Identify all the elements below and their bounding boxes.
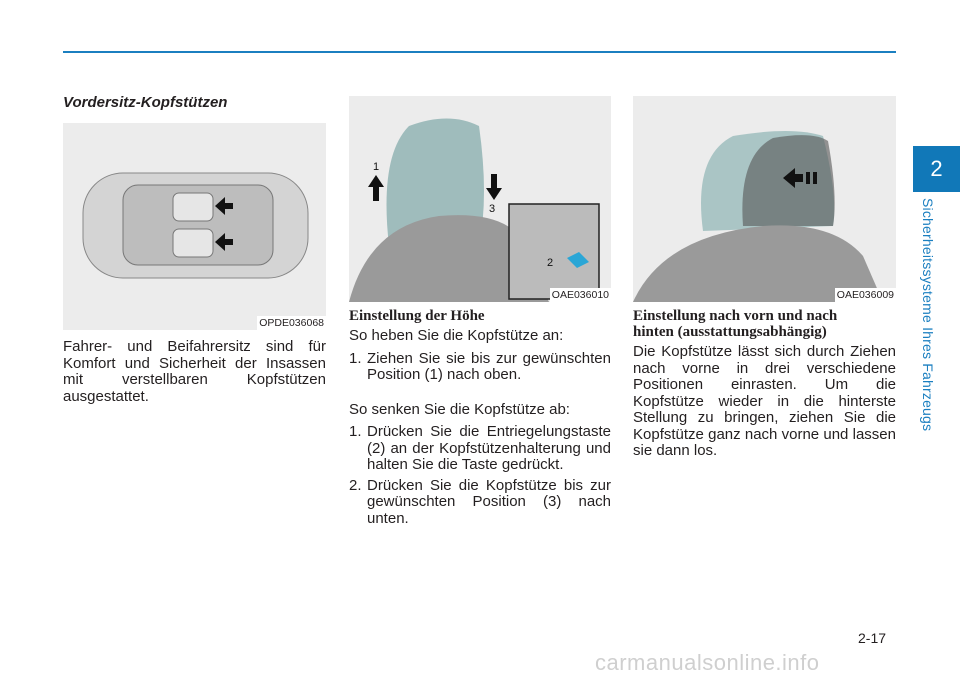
list-item	[349, 424, 611, 474]
headrest-tilt-icon	[633, 96, 896, 302]
heading-height: Einstellung der Höhe	[349, 308, 485, 324]
middle-column	[349, 308, 611, 531]
headrest-height-icon	[349, 96, 611, 302]
step-text: Drücken Sie die Kopfstütze bis zur gewünschten Position (3) nach unten.	[367, 476, 611, 527]
car-topview-illustration	[63, 123, 326, 330]
image-code: OPDE036068	[259, 317, 324, 329]
chapter-title: Sicherheitssysteme Ihres Fahrzeugs	[920, 198, 936, 432]
step-number: 1.	[349, 349, 362, 367]
heading-line: Einstellung nach vorn und nach	[633, 308, 838, 324]
intro-text: Fahrer- und Beifahrersitz sind für Komfort und Sicherheit der Insassen mit verstellbaren Kopfstützen ausgestattet.	[63, 338, 326, 405]
watermark: carmanualsonline.info	[595, 650, 820, 675]
step-text: Ziehen Sie sie bis zur gewünschten Position (1) nach oben.	[367, 349, 611, 383]
section-title: Vordersitz-Kopfstützen	[63, 94, 228, 111]
height-adjust-illustration	[349, 96, 611, 302]
callout-2: 2	[547, 257, 554, 269]
callout-1: 1	[373, 161, 380, 173]
step-text: Drücken Sie die Entriegelungstaste (2) an der Kopfstützenhalterung und halten Sie die Taste gedrückt.	[367, 423, 611, 473]
chapter-tab[interactable]: 2	[913, 146, 960, 192]
image-code: OAE036009	[836, 289, 894, 301]
tilt-text: Die Kopfstütze lässt sich durch Ziehen nach vorne in drei verschiedene Positionen einrasten. Um die Kopfstütze wieder in die hinterste Stellung zu bringen, ziehen Sie die Kopfstütze ganz nach vorne und lassen sie dann los.	[633, 343, 896, 459]
page-number: 2-17	[858, 630, 887, 646]
intro-lower: So senken Sie die Kopfstütze ab:	[349, 400, 570, 418]
list-item	[349, 351, 611, 384]
heading-tilt	[633, 308, 896, 340]
image-code: OAE036010	[551, 289, 609, 301]
heading-line: hinten (ausstattungsabhängig)	[633, 324, 827, 340]
left-column	[63, 339, 326, 411]
step-number: 1.	[349, 423, 362, 440]
intro-raise: So heben Sie die Kopfstütze an:	[349, 327, 564, 344]
tilt-adjust-illustration	[633, 96, 896, 302]
list-item	[349, 478, 611, 528]
callout-3: 3	[489, 203, 496, 215]
header-rule	[63, 51, 896, 53]
right-column	[633, 308, 896, 466]
step-number: 2.	[349, 476, 362, 494]
car-seats-icon	[63, 123, 326, 330]
